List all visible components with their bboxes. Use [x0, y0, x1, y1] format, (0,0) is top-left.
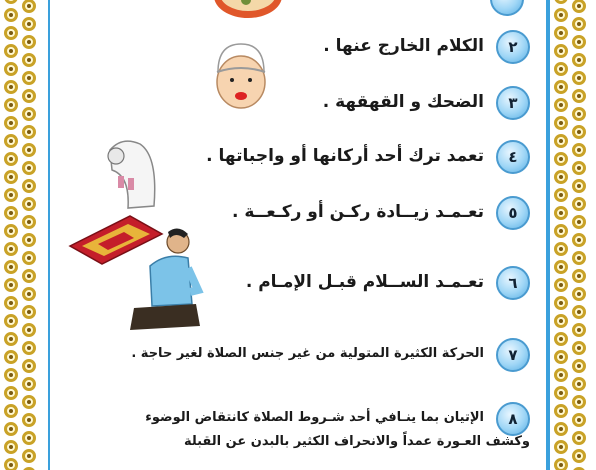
item-text: تعمد ترك أحد أركانها أو واجباتها .	[206, 146, 484, 166]
chain-link	[572, 179, 586, 193]
list-item	[50, 338, 530, 374]
chain-link	[572, 71, 586, 85]
chain-link	[4, 386, 18, 400]
chain-link	[4, 0, 18, 4]
list-item	[50, 196, 530, 232]
chain-link	[554, 332, 568, 346]
chain-link	[572, 269, 586, 283]
chain-link	[572, 143, 586, 157]
chain-link	[554, 8, 568, 22]
chain-link	[554, 314, 568, 328]
chain-link	[22, 431, 36, 445]
number-badge: ٧	[496, 338, 530, 372]
chain-link	[22, 413, 36, 427]
chain-link	[572, 53, 586, 67]
chain-link	[572, 251, 586, 265]
number-badge: ٣	[496, 86, 530, 120]
chain-link	[554, 260, 568, 274]
item-text: الضحك و القهقهة .	[322, 92, 484, 112]
chain-link	[4, 296, 18, 310]
chain-link	[22, 341, 36, 355]
chain-link	[572, 0, 586, 13]
chain-link	[22, 323, 36, 337]
chain-link	[4, 242, 18, 256]
chain-link	[4, 188, 18, 202]
chain-link	[4, 152, 18, 166]
chain-link	[554, 404, 568, 418]
content-panel	[50, 0, 546, 470]
chain-link	[22, 17, 36, 31]
chain-link	[4, 422, 18, 436]
item-text: تعـمـد الســلام قبـل الإمـام .	[245, 272, 484, 292]
chain-link	[4, 62, 18, 76]
chain-link	[22, 179, 36, 193]
chain-link	[4, 440, 18, 454]
chain-link	[572, 215, 586, 229]
chain-link	[572, 107, 586, 121]
chain-link	[4, 8, 18, 22]
chain-link	[572, 341, 586, 355]
chain-link	[22, 107, 36, 121]
chain-link	[572, 35, 586, 49]
chain-link	[554, 152, 568, 166]
number-badge: ٢	[496, 30, 530, 64]
chain-link	[22, 35, 36, 49]
chain-link	[572, 287, 586, 301]
chain-link	[4, 260, 18, 274]
chain-link	[572, 449, 586, 463]
chain-link	[572, 89, 586, 103]
chain-link	[4, 278, 18, 292]
chain-link	[4, 170, 18, 184]
chain-link	[22, 161, 36, 175]
chain-link	[22, 287, 36, 301]
number-badge: ٤	[496, 140, 530, 174]
chain-link	[554, 80, 568, 94]
chain-link	[554, 296, 568, 310]
chain-link	[22, 197, 36, 211]
list-item	[50, 86, 530, 122]
chain-link	[4, 26, 18, 40]
chain-link	[554, 116, 568, 130]
chain-link	[22, 251, 36, 265]
item-text: تعـمـد زيــادة ركـن أو ركـعــة .	[232, 202, 484, 222]
item-text-line-1: الإتيان بما ينـافي أحد شـروط الصلاة كانتقاض الوضوء	[145, 410, 484, 425]
chain-link	[554, 170, 568, 184]
chain-link	[22, 71, 36, 85]
chain-link	[572, 305, 586, 319]
chain-link	[554, 26, 568, 40]
chain-link	[22, 0, 36, 13]
list-item	[50, 266, 530, 302]
item-text: الكلام الخارج عنها .	[323, 36, 484, 56]
chain-link	[554, 458, 568, 470]
chain-link	[554, 368, 568, 382]
chain-link	[4, 404, 18, 418]
chain-link	[4, 368, 18, 382]
chain-link	[22, 233, 36, 247]
chain-link	[554, 134, 568, 148]
chain-link	[572, 233, 586, 247]
chain-link	[554, 242, 568, 256]
chain-link	[4, 350, 18, 364]
chain-link	[4, 332, 18, 346]
chain-link	[572, 431, 586, 445]
item-text: الحركة الكثيرة المتولية من غير جنس الصلاة لغير حاجة .	[131, 346, 484, 361]
chain-link	[572, 161, 586, 175]
chain-link	[554, 98, 568, 112]
chain-link	[554, 224, 568, 238]
chain-link	[554, 422, 568, 436]
chain-link	[554, 206, 568, 220]
chain-link	[22, 269, 36, 283]
chain-link	[554, 62, 568, 76]
chain-link	[22, 53, 36, 67]
chain-link	[4, 80, 18, 94]
chain-link	[554, 440, 568, 454]
list-item	[50, 30, 530, 66]
chain-link	[572, 197, 586, 211]
chain-link	[572, 17, 586, 31]
chain-link	[572, 359, 586, 373]
left-border	[0, 0, 50, 470]
chain-link	[554, 0, 568, 4]
chain-link	[572, 377, 586, 391]
number-badge-partial	[490, 0, 524, 16]
chain-link	[554, 278, 568, 292]
chain-link	[22, 395, 36, 409]
chain-link	[22, 377, 36, 391]
chain-link	[22, 215, 36, 229]
chain-link	[22, 89, 36, 103]
list-item	[50, 402, 530, 470]
number-badge: ٥	[496, 196, 530, 230]
chain-link	[22, 449, 36, 463]
chain-link	[4, 206, 18, 220]
right-border	[546, 0, 596, 470]
chain-link	[22, 359, 36, 373]
chain-link	[554, 386, 568, 400]
chain-link	[4, 134, 18, 148]
chain-link	[22, 125, 36, 139]
chain-link	[4, 98, 18, 112]
chain-link	[572, 413, 586, 427]
chain-link	[4, 44, 18, 58]
chain-link	[4, 314, 18, 328]
chain-link	[22, 143, 36, 157]
chain-link	[554, 350, 568, 364]
item-text-line-2: وكشف العـورة عمداً والانحراف الكثير بالبدن عن القبلة	[183, 434, 530, 449]
food-plate-icon	[212, 0, 284, 22]
chain-link	[4, 458, 18, 470]
chain-link	[572, 125, 586, 139]
chain-link	[572, 395, 586, 409]
chain-link	[554, 188, 568, 202]
chain-link	[4, 224, 18, 238]
number-badge: ٦	[496, 266, 530, 300]
chain-link	[4, 116, 18, 130]
number-badge: ٨	[496, 402, 530, 436]
chain-link	[22, 305, 36, 319]
chain-link	[572, 323, 586, 337]
chain-link	[554, 44, 568, 58]
